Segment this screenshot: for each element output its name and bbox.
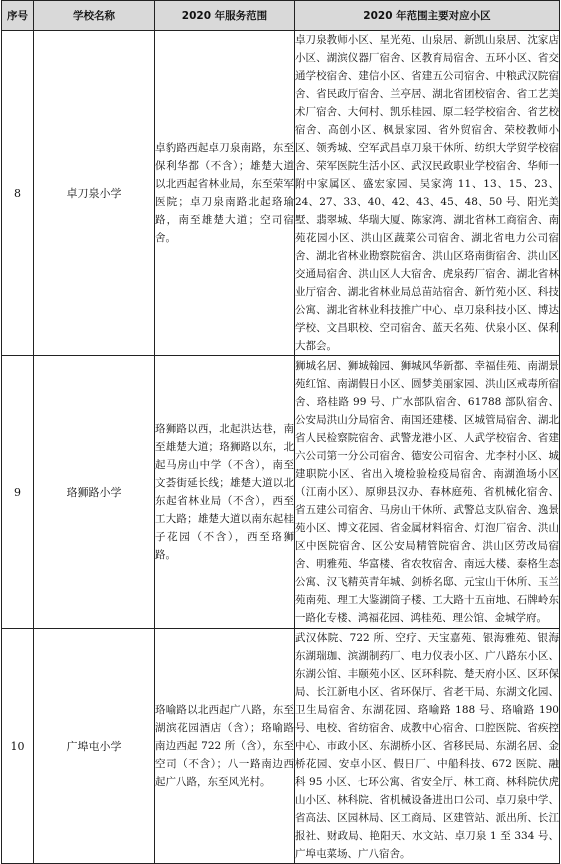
service-scope: 珞狮路以西，北起洪达巷，南至雄楚大道；珞狮路以东，北起马房山中学（不含），南至文荟街延长线；雄楚大道以北东起省林业局（不含），西至工大路；雄楚大道以南东起桂子花园（不含），西至珞狮路。 [155, 356, 295, 629]
row-index: 9 [2, 356, 34, 629]
school-zone-table [1, 0, 560, 864]
table-header-row [2, 1, 560, 31]
school-name: 珞狮路小学 [34, 356, 155, 629]
school-name: 广埠屯小学 [34, 629, 155, 864]
row-index: 10 [2, 629, 34, 864]
header-residential-areas: 2020 年范围主要对应小区 [295, 1, 560, 31]
header-school-name: 学校名称 [34, 1, 155, 31]
service-scope: 卓豹路西起卓刀泉南路，东至保利华都（不含）；雄楚大道以北西起省林业局，东至荣军医院；卓刀泉南路北起珞瑜路，南至雄楚大道；空司宿舍。 [155, 31, 295, 356]
residential-areas: 武汉体院、722 所、空疗、天宝嘉苑、银海雅苑、银海东湖瑞珈、滨湖制药厂、电力仪表小区、广八路东小区、东湖公馆、丰颐苑小区、区环科院、楚天府小区、区环保局、长江新电小区、省环保厅、省老干局、东湖文化园、卫生局宿舍、东湖花园、珞喻路 188 号、珞喻路 190 号、电校、省纺宿舍、成教中心宿舍、口腔医院、省疾控中心、市政小区、东湖桥小区、省移民局、东湖名居、金桥花园、安卓小区、假日厂、中船科技、672 医院、融科 95 小区、七环公寓、省安全厅、林工商、林科院伏虎山小区、林科院、省机械设备进出口公司、卓刀泉中学、省高法、区园林局、区工商局、区建管站、派出所、长江报社、财政局、艳阳天、水文站、卓刀泉 1 至 334 号、广埠屯菜场、广八宿舍。 [295, 629, 560, 864]
residential-areas: 狮城名居、狮城翰园、狮城风华新都、幸福佳苑、南湖景苑红馆、南湖假日小区、圆梦美丽家园、洪山区戒毒所宿舍、珞桂路 99 号、广水部队宿舍、61788 部队宿舍、公安局洪山分局宿舍、南国还建楼、区城管局宿舍、湖北省人民检察院宿舍、武警龙港小区、人武学校宿舍、省建六公司第一分公司宿舍、德安公司宿舍、尤李村小区、城建职院小区、省出入境检验检疫局宿舍、南湖渔场小区（江南小区）、原卵县汉办、春林庭苑、省机械化宿舍、省五建公司宿舍、马房山干休所、武警总支队宿舍、逸景苑小区、博文花园、省金属材料宿舍、灯泡厂宿舍、洪山区中医院宿舍、区公安局精管院宿舍、洪山区劳改局宿舍、明雅苑、华富楼、省农牧宿舍、南远大楼、泰格生态公寓、汉飞精英青年城、剑桥名邸、元宝山干休所、玉兰苑南苑、理工大鉴湖筒子楼、工大路十五亩地、石牌岭东一路化专楼、鸿福花园、鸿桂苑、理公馆、金城学府。 [295, 356, 560, 629]
header-index: 序号 [2, 1, 34, 31]
service-scope: 珞喻路以北西起广八路，东至湖滨花园酒店（含）；珞喻路南边西起 722 所（含），东至空司（不含）；八一路南边西起广八路，东至风光村。 [155, 629, 295, 864]
table-row [2, 629, 560, 864]
row-index: 8 [2, 31, 34, 356]
header-service-scope: 2020 年服务范围 [155, 1, 295, 31]
table-row [2, 356, 560, 629]
table-row [2, 31, 560, 356]
residential-areas: 卓刀泉教师小区、星光苑、山泉居、新凯山泉居、沈家店小区、湖滨仪器厂宿舍、区教育局宿舍、五环小区、省交通学校宿舍、建信小区、省建五公司宿舍、中粮武汉院宿舍、省民政厅宿舍、兰亭居、湖北省团校宿舍、省工艺美术厂宿舍、大何村、凯乐桂园、原二轻学校宿舍、省艺校宿舍、高创小区、枫景家园、省外贸宿舍、荣校教师小区、领秀城、空军武昌卓刀泉干休所、纺织大学贸学校宿舍、荣军医院生活小区、武汉民政职业学校宿舍、华师一附中家属区、盛宏家园、吴家湾 11、13、15、23、24、27、33、40、42、43、45、48、50 号、阳光美墅、翡翠城、华瑞大厦、陈家湾、湖北省林工商宿舍、南苑花园小区、洪山区蔬菜公司宿舍、湖北省电力公司宿舍、湖北省林业勘察院宿舍、洪山区珞南街宿舍、洪山区交通局宿舍、洪山区人大宿舍、虎泉药厂宿舍、湖北省林业厅宿舍、湖北省林业局总苗站宿舍、新竹苑小区、科技公寓、湖北省林业科技推广中心、卓刀泉科技小区、博达学校、文昌职校、空司宿舍、蓝天名苑、伏泉小区、保利大都会。 [295, 31, 560, 356]
school-name: 卓刀泉小学 [34, 31, 155, 356]
